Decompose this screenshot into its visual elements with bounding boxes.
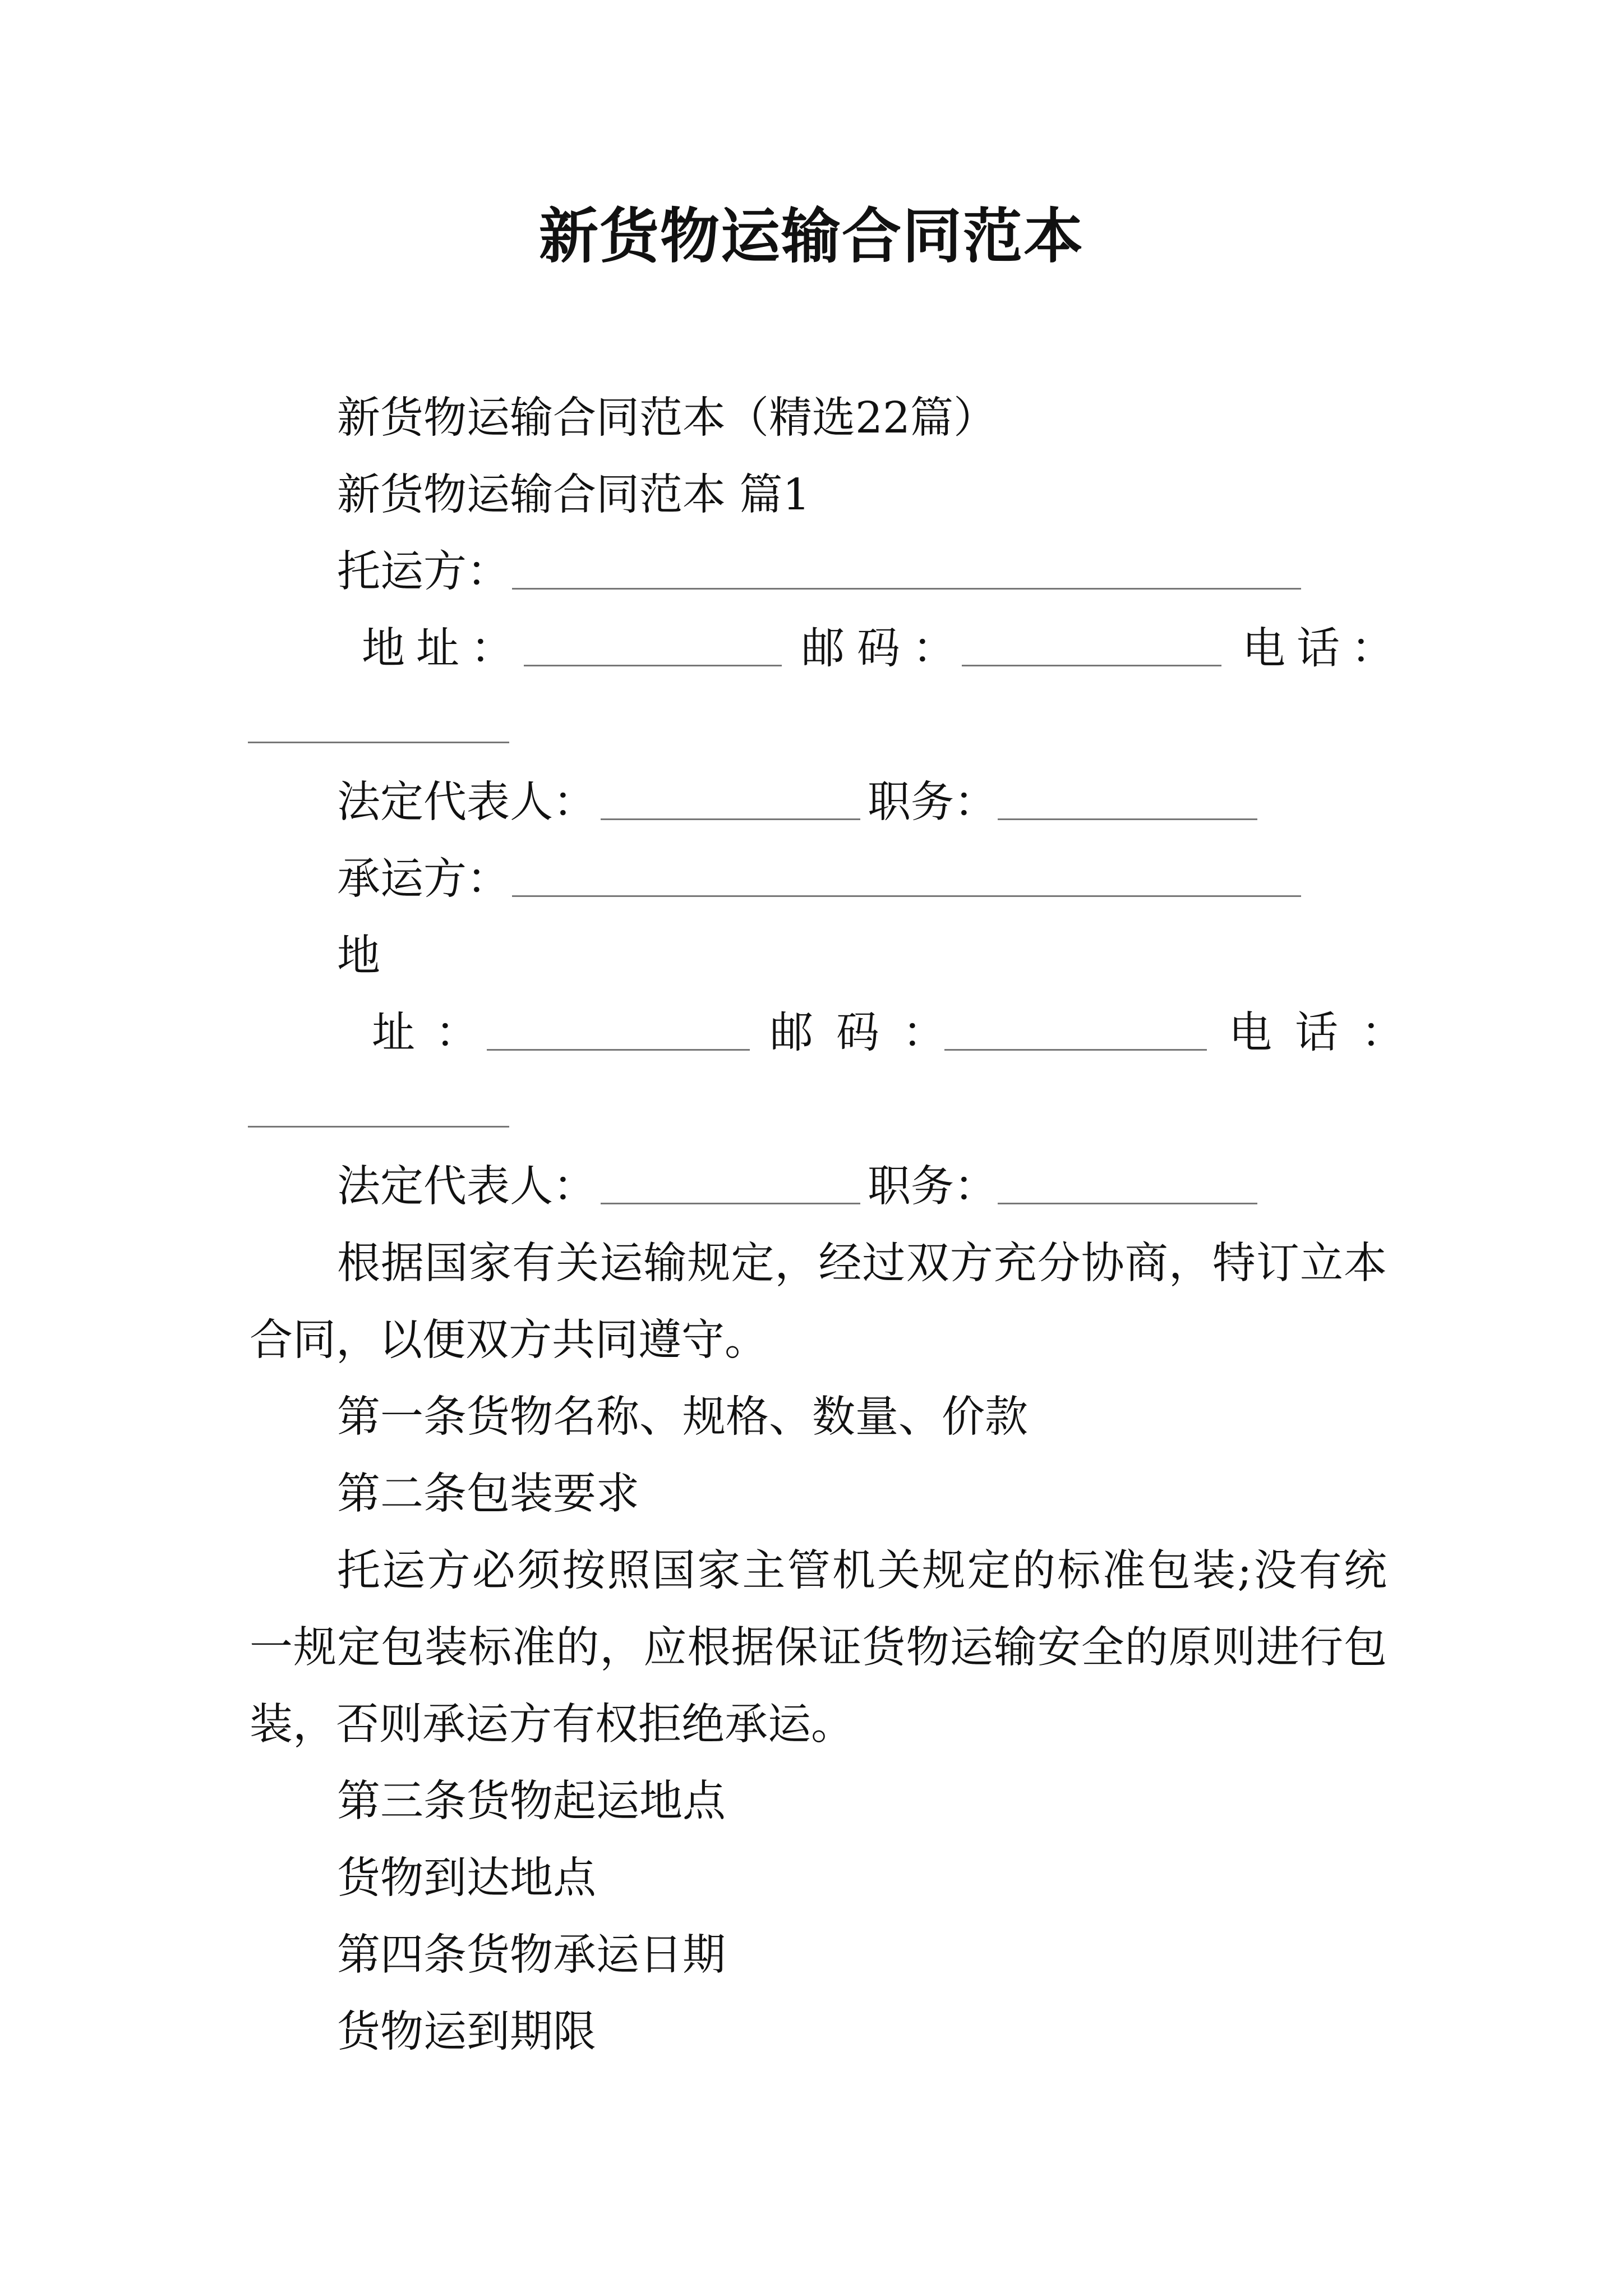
clause-2-heading: 第二条包装要求: [337, 1469, 639, 1519]
carrier-phone-line: [0, 1071, 1623, 1148]
carrier-postcode-blank: [944, 995, 1207, 1051]
carrier-legal-rep-line: [0, 1148, 1623, 1225]
clause-3-heading: 第三条货物起运地点: [337, 1777, 726, 1826]
shipper-postcode-blank: [962, 610, 1221, 666]
clause-body-line: [0, 1533, 1623, 1609]
collection-title-line: [0, 380, 1623, 457]
shipper-phone-line: [0, 687, 1623, 764]
shipper-legal-rep-blank: [601, 764, 860, 820]
preamble-text: 合同，以便双方共同遵守。: [250, 1315, 768, 1365]
clause-body-line: [0, 1609, 1623, 1686]
shipper-phone-blank: [248, 687, 509, 743]
article-title-line: [0, 457, 1623, 533]
preamble-text: 根据国家有关运输规定，经过双方充分协商，特订立本: [337, 1239, 1387, 1289]
clause-body-line: [0, 1994, 1623, 2070]
shipper-address-label: 地址：: [362, 624, 525, 674]
carrier-address-blank: [487, 995, 750, 1051]
carrier-legal-rep-label: 法定代表人：: [337, 1162, 596, 1212]
shipper-postcode-label: 邮码：: [801, 624, 968, 674]
shipper-address-blank: [524, 610, 782, 666]
clause-4-heading: 第四条货物承运日期: [337, 1930, 726, 1980]
shipper-label: 托运方：: [337, 547, 510, 597]
clause-1-heading: 第一条货物名称、规格、数量、价款: [337, 1392, 1028, 1442]
carrier-position-blank: [998, 1148, 1257, 1204]
carrier-phone-label: 电话：: [1229, 1008, 1427, 1058]
carrier-address-label-part2: 址：: [372, 1008, 499, 1058]
article-title: 新货物运输合同范本 篇1: [337, 470, 810, 520]
clause-heading-line: [0, 1456, 1623, 1533]
clause-3-text: 货物到达地点: [337, 1853, 596, 1903]
clause-2-text: 托运方必须按照国家主管机关规定的标准包装;没有统: [337, 1546, 1387, 1596]
preamble-line: [0, 1225, 1623, 1302]
preamble-line: [0, 1302, 1623, 1379]
shipper-line: [0, 533, 1623, 610]
clause-heading-line: [0, 1763, 1623, 1840]
clause-2-text: 一规定包装标准的，应根据保证货物运输安全的原则进行包: [250, 1623, 1387, 1673]
clause-heading-line: [0, 1917, 1623, 1994]
carrier-label: 承运方：: [337, 854, 510, 904]
carrier-contact-line: [0, 995, 1623, 1071]
clause-heading-line: [0, 1379, 1623, 1456]
carrier-phone-blank: [248, 1071, 509, 1128]
clause-body-line: [0, 1686, 1623, 1763]
shipper-position-label: 职务：: [868, 777, 997, 827]
clause-4-text: 货物运到期限: [337, 2007, 596, 2057]
carrier-name-blank: [512, 841, 1301, 897]
carrier-position-label: 职务：: [868, 1162, 997, 1212]
shipper-contact-line: [0, 610, 1623, 687]
shipper-phone-label: 电话：: [1242, 624, 1405, 674]
collection-title: 新货物运输合同范本（精选22篇）: [337, 393, 997, 443]
carrier-postcode-label: 邮码：: [770, 1008, 969, 1058]
shipper-legal-rep-line: [0, 764, 1623, 841]
carrier-line: [0, 841, 1623, 918]
carrier-legal-rep-blank: [601, 1148, 860, 1204]
carrier-address-label-line: [0, 918, 1623, 995]
document-title: 新货物运输合同范本: [539, 201, 1084, 271]
shipper-name-blank: [512, 533, 1301, 590]
clause-2-text: 装，否则承运方有权拒绝承运。: [250, 1700, 854, 1750]
carrier-address-label-part1: 地: [337, 931, 380, 981]
clause-body-line: [0, 1840, 1623, 1917]
shipper-legal-rep-label: 法定代表人：: [337, 777, 596, 827]
shipper-position-blank: [998, 764, 1257, 820]
